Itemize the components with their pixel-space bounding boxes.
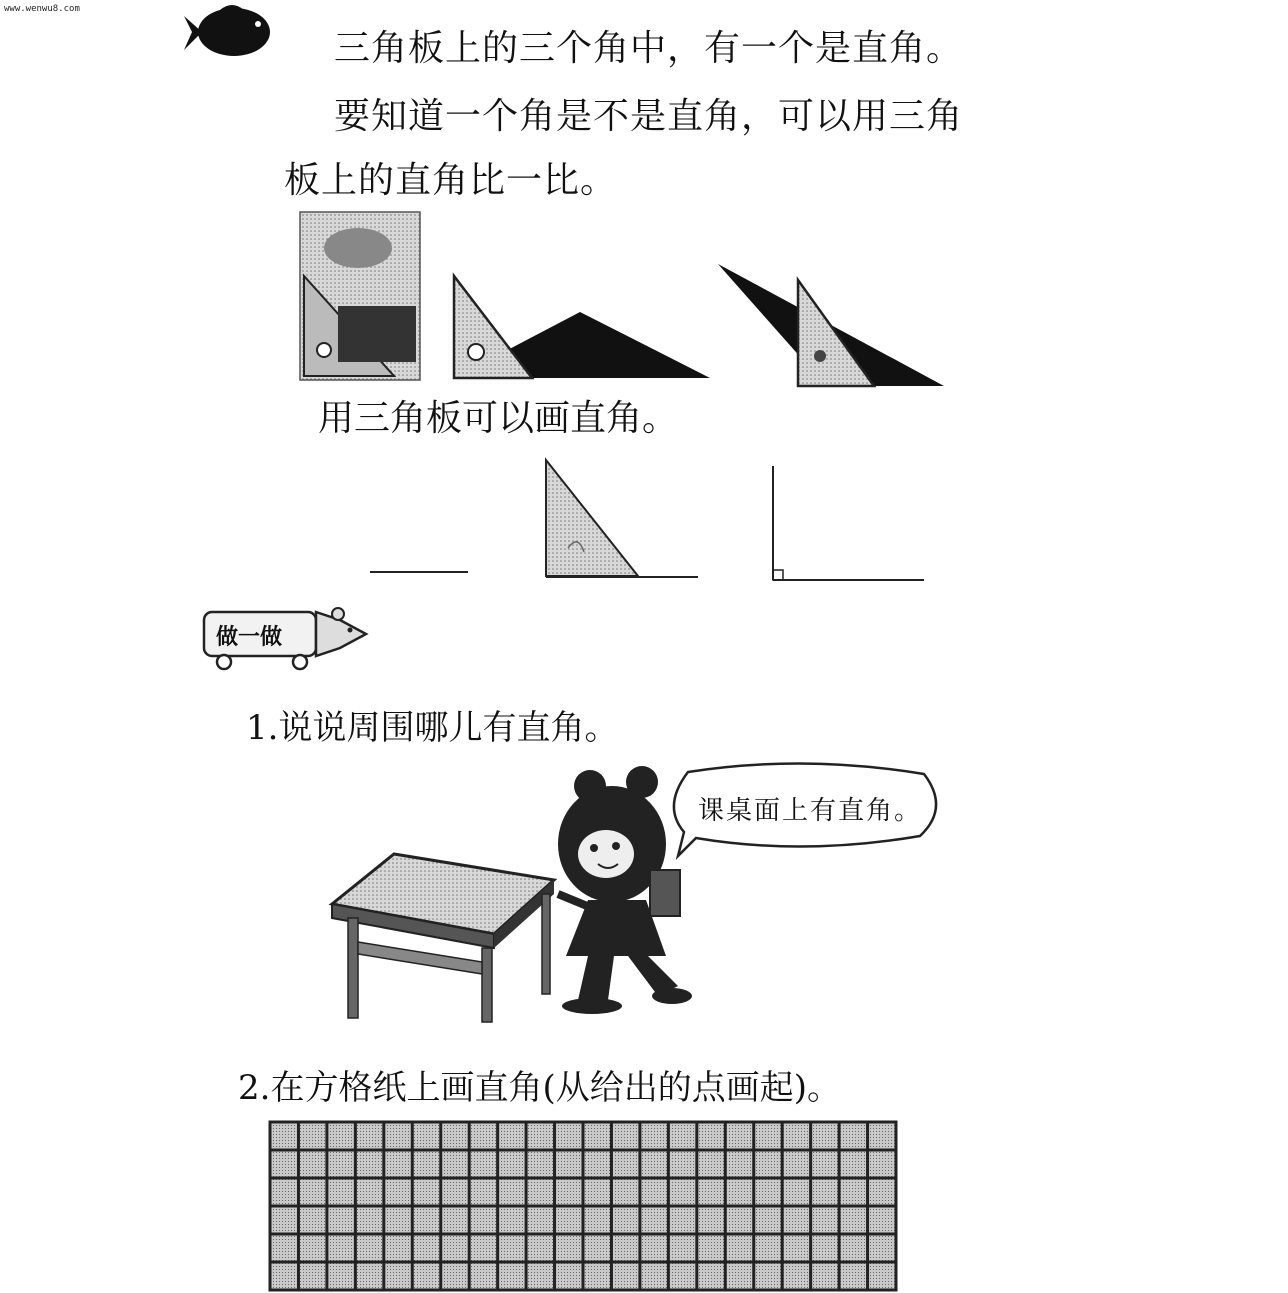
drawing-step-3-right-angle: [768, 464, 928, 584]
question-2: 2.在方格纸上画直角(从给出的点画起)。: [238, 1068, 841, 1108]
girl-illustration: [548, 760, 698, 1018]
fish-icon: [184, 2, 274, 66]
draw-right-angle-caption: 用三角板可以画直角。: [318, 398, 679, 439]
intro-line-1: 三角板上的三个角中，有一个是直角。: [334, 28, 964, 69]
speech-bubble-text: 课桌面上有直角。: [698, 796, 923, 826]
grid-paper: [270, 1122, 896, 1290]
obtuse-angle-comparison-illustration: [450, 272, 714, 384]
drawing-step-2-triangle-on-line: [540, 456, 700, 582]
activity-badge-label: 做一做: [216, 625, 283, 650]
question-1: 1.说说周围哪儿有直角。: [246, 708, 619, 748]
intro-line-3: 板上的直角比一比。: [284, 160, 618, 201]
desk-illustration: [328, 850, 560, 1026]
acute-angle-comparison-illustration: [714, 262, 948, 390]
triangle-ruler-package-illustration: [298, 210, 422, 382]
intro-line-2: 要知道一个角是不是直角，可以用三角: [334, 96, 964, 137]
site-watermark: www.wenwu8.com: [4, 4, 80, 14]
drawing-step-1-line: [368, 568, 470, 576]
